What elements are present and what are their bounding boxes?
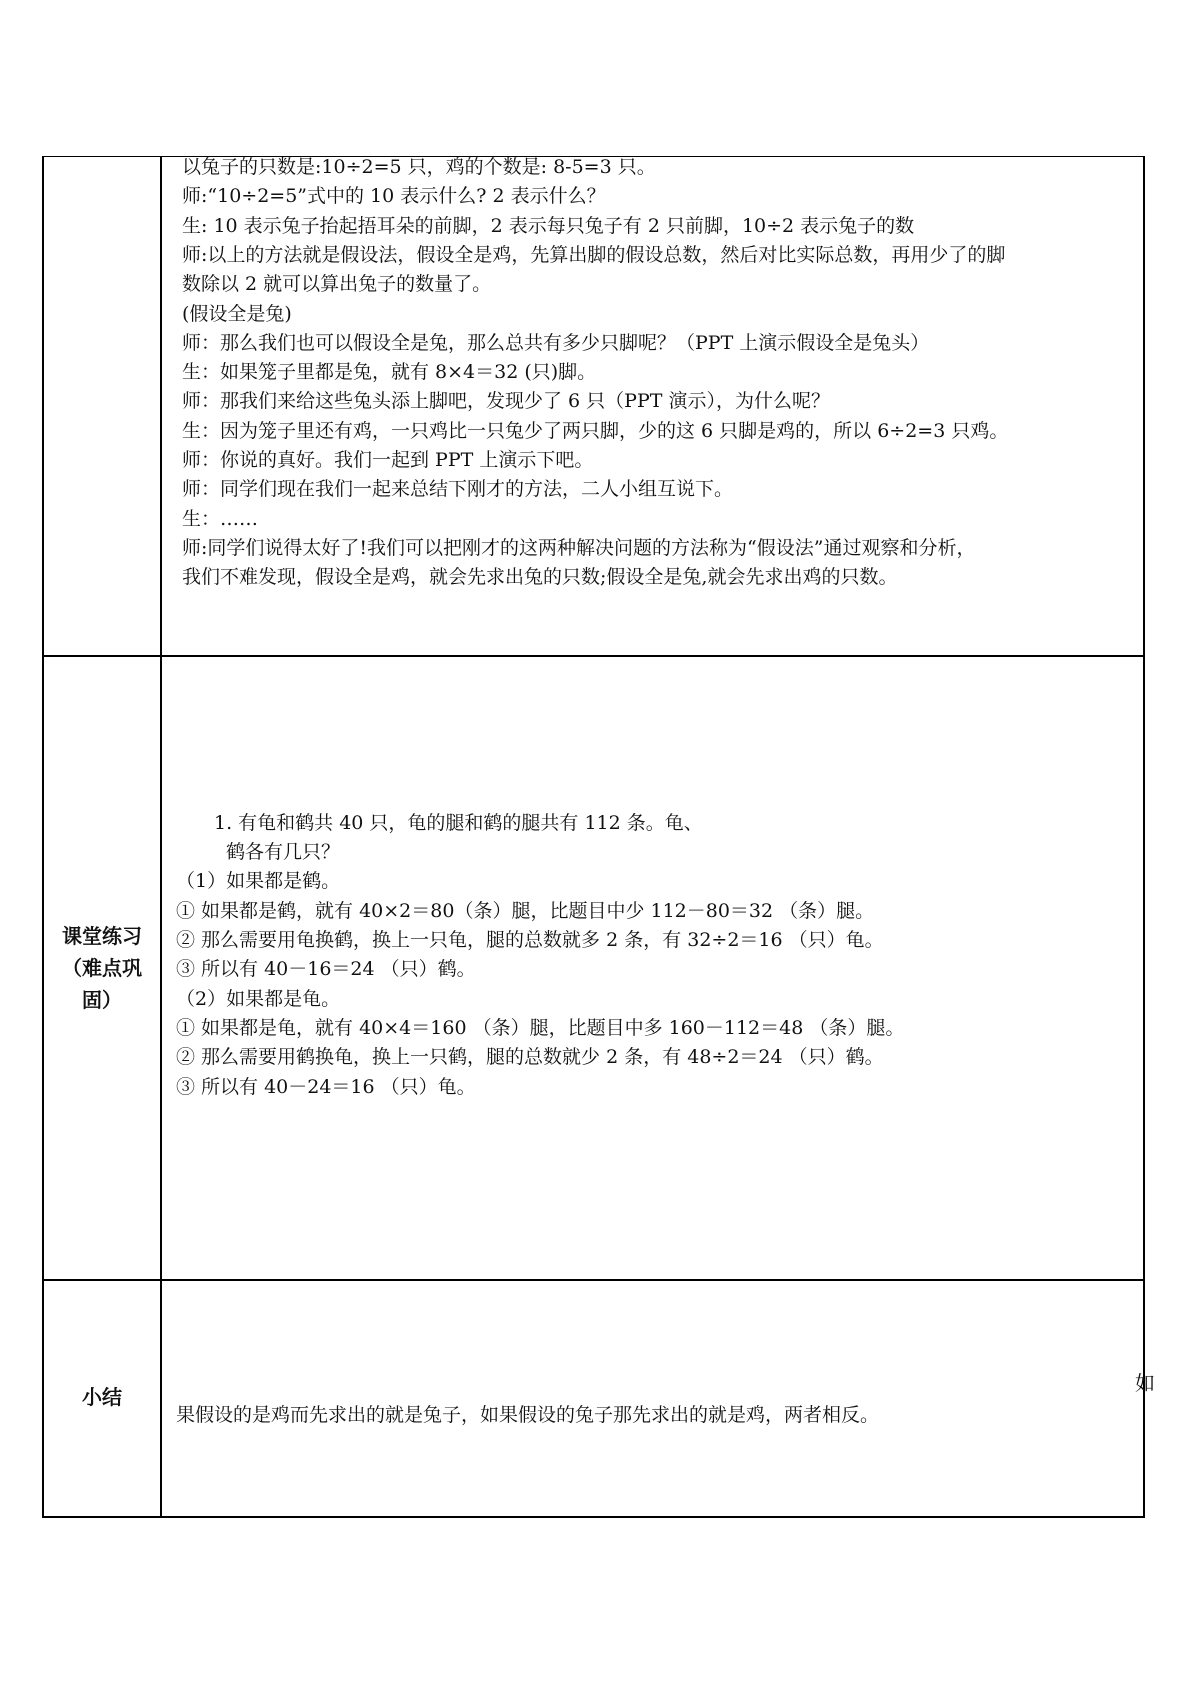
table-row-summary [44, 1281, 1143, 1517]
dialogue-line: (假设全是兔) [182, 303, 292, 325]
practice-line: ① 如果都是龟，就有 40×4＝160 （条）腿，比题目中多 160－112＝48 （条）腿。 [176, 1017, 905, 1039]
dialogue-line: 师：那我们来给这些兔头添上脚吧，发现少了 6 只（PPT 演示），为什么呢？ [182, 390, 830, 412]
practice-question: 1. 有龟和鹤共 40 只，龟的腿和鹤的腿共有 112 条。龟、 [214, 812, 703, 834]
dialogue-line: 生：因为笼子里还有鸡，一只鸡比一只兔少了两只脚，少的这 6 只脚是鸡的，所以 6÷2=3 只鸡。 [182, 420, 1009, 442]
practice-label-line: （难点巩 [62, 956, 142, 980]
dialogue-line: 师:同学们说得太好了!我们可以把刚才的这两种解决问题的方法称为“假设法”通过观察和分析， [182, 537, 976, 559]
summary-label: 小结 [44, 1281, 162, 1517]
practice-question-cont: 鹤各有几只？ [226, 841, 341, 863]
summary-content-cell [162, 1281, 1143, 1517]
practice-line: （2）如果都是龟。 [176, 988, 341, 1010]
dialogue-line: 师:“10÷2=5”式中的 10 表示什么? 2 表示什么？ [182, 185, 606, 207]
practice-label-line: 课堂练习 [62, 924, 142, 948]
label-cell-empty [44, 157, 162, 655]
practice-line: ③ 所以有 40－24＝16 （只）龟。 [176, 1076, 476, 1098]
dialogue-line: 师:以上的方法就是假设法，假设全是鸡，先算出脚的假设总数，然后对比实际总数，再用少了的脚 [182, 244, 1006, 266]
dialogue-line: 师：那么我们也可以假设全是兔，那么总共有多少只脚呢？（PPT 上演示假设全是兔头） [182, 332, 930, 354]
summary-line: 果假设的是鸡而先求出的就是兔子，如果假设的兔子那先求出的就是鸡，两者相反。 [176, 1404, 880, 1426]
dialogue-line: 以兔子的只数是:10÷2=5 只，鸡的个数是: 8-5=3 只。 [182, 156, 656, 178]
dialogue-line: 数除以 2 就可以算出兔子的数量了。 [182, 273, 492, 295]
dialogue-content-cell [162, 157, 1143, 655]
dialogue-line: 师：你说的真好。我们一起到 PPT 上演示下吧。 [182, 449, 594, 471]
practice-line: ② 那么需要用鹤换龟，换上一只鹤，腿的总数就少 2 条，有 48÷2＝24 （只）鹤。 [176, 1046, 884, 1068]
dialogue-line: 师：同学们现在我们一起来总结下刚才的方法，二人小组互说下。 [182, 478, 734, 500]
dialogue-line: 生: 10 表示兔子抬起捂耳朵的前脚，2 表示每只兔子有 2 只前脚，10÷2 表示兔子的数 [182, 215, 915, 237]
practice-line: ① 如果都是鹤，就有 40×2＝80（条）腿，比题目中少 112－80＝32 （条）腿。 [176, 900, 875, 922]
dialogue-line: 生：…… [182, 508, 259, 530]
table-row-practice [44, 657, 1143, 1281]
practice-label [44, 657, 162, 1279]
practice-label-line: 固） [82, 988, 122, 1012]
lesson-table [42, 156, 1145, 1518]
table-row-dialogue [44, 157, 1143, 657]
practice-line: （1）如果都是鹤。 [176, 870, 341, 892]
dialogue-line: 我们不难发现，假设全是鸡，就会先求出兔的只数;假设全是兔,就会先求出鸡的只数。 [182, 566, 898, 588]
dialogue-line: 生：如果笼子里都是兔，就有 8×4＝32 (只)脚。 [182, 361, 597, 383]
stray-character: 如 [1135, 1371, 1155, 1395]
practice-line: ③ 所以有 40－16＝24 （只）鹤。 [176, 958, 476, 980]
practice-line: ② 那么需要用龟换鹤，换上一只龟，腿的总数就多 2 条，有 32÷2＝16 （只）龟。 [176, 929, 884, 951]
practice-content-cell [162, 657, 1143, 1279]
